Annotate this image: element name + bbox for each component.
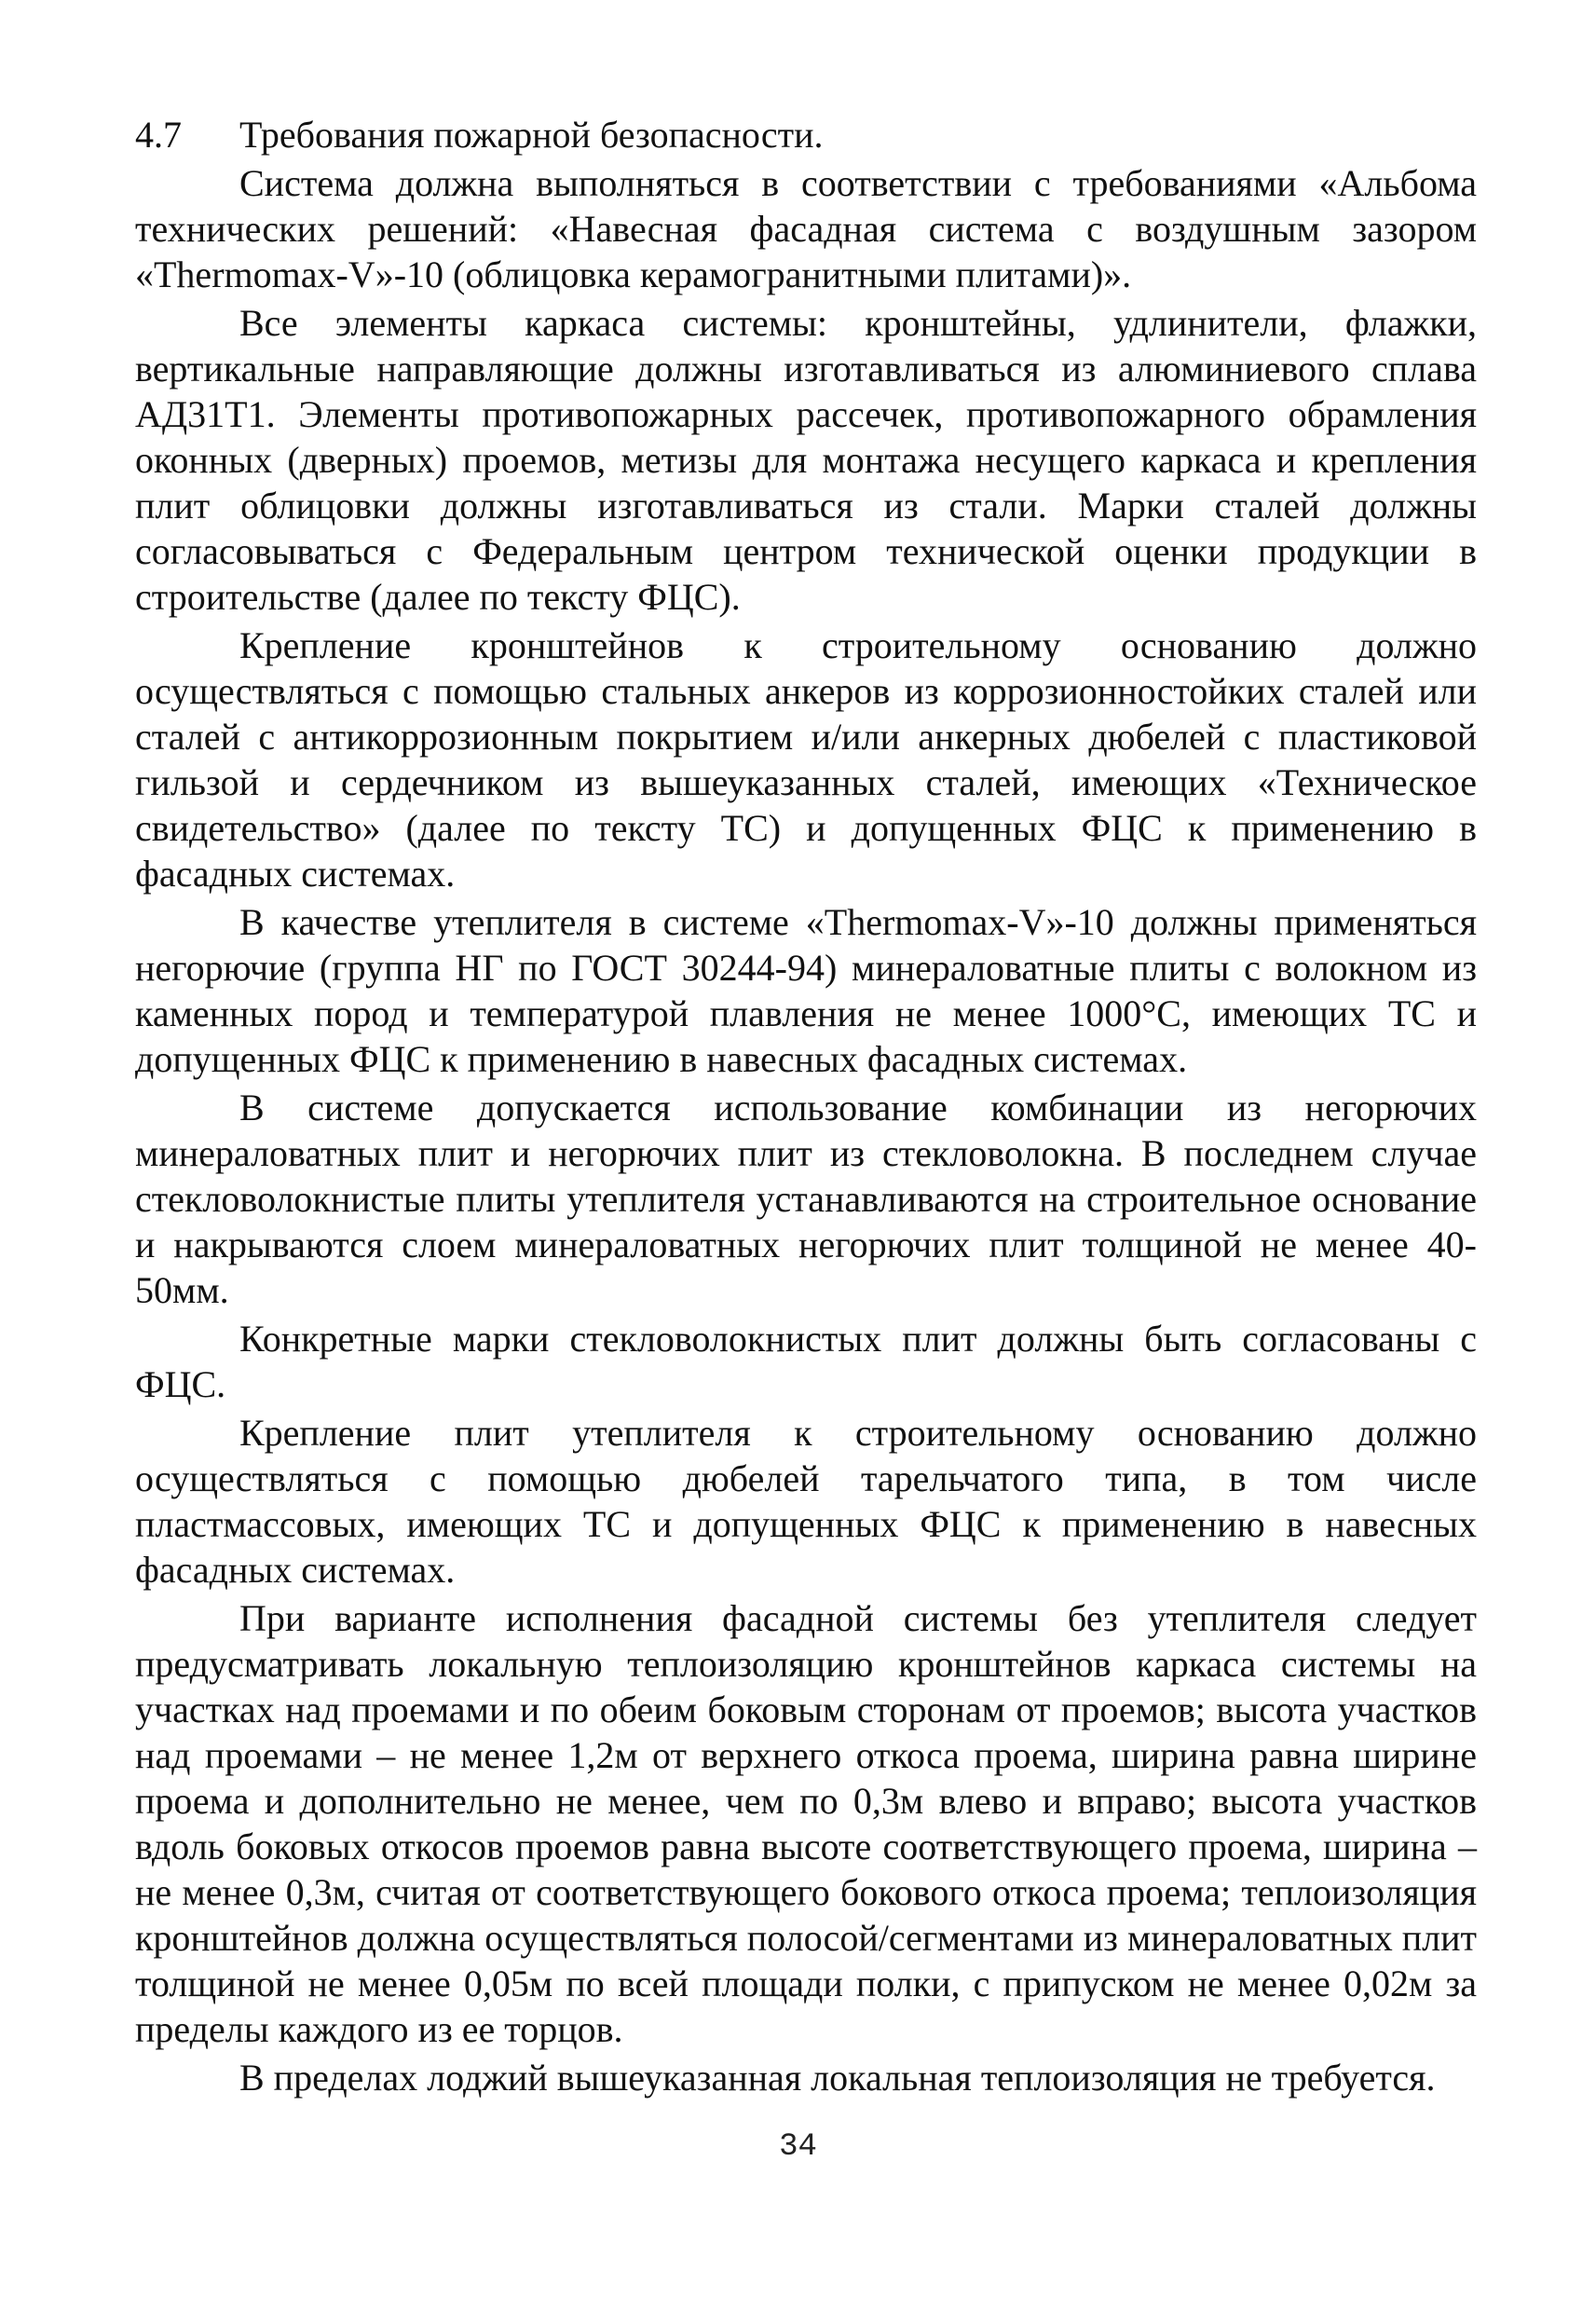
paragraph: В пределах лоджий вышеуказанная локальная теплоизоляция не требуется. xyxy=(239,2057,1436,2099)
section-heading xyxy=(135,112,1477,157)
section-number: 4.7 xyxy=(135,114,182,156)
paragraph: В системе допускается использование комбинации из негорючих минераловатных плит и негорючих плит из стекловолокна. В последнем случае стекловолокнистые плиты утеплителя устанавливаются на строительное основание и накрываются слоем минераловатных негорючих плит толщиной не менее 40-50мм. xyxy=(135,1087,1477,1311)
paragraph: Система должна выполняться в соответствии с требованиями «Альбома технических решений: «Навесная фасадная система с воздушным зазором «Thermomax-V»-10 (облицовка керамогранитными плитами)». xyxy=(135,162,1477,295)
paragraph: Крепление плит утеплителя к строительному основанию должно осуществляться с помощью дюбелей тарельчатого типа, в том числе пластмассовых, имеющих ТС и допущенных ФЦС к применению в навесных фасадных системах. xyxy=(135,1412,1477,1591)
page-number: 34 xyxy=(779,2129,817,2165)
paragraph: Крепление кронштейнов к строительному основанию должно осуществляться с помощью стальных анкеров из коррозионностойких сталей или сталей с антикоррозионным покрытием и/или анкерных дюбелей с пластиковой гильзой и сердечником из вышеуказанных сталей, имеющих «Техническое свидетельство» (далее по тексту ТС) и допущенных ФЦС к применению в фасадных системах. xyxy=(135,624,1477,895)
section-title: Требования пожарной безопасности. xyxy=(239,114,824,156)
page-body xyxy=(135,112,1477,2103)
paragraph: Конкретные марки стекловолокнистых плит должны быть согласованы с ФЦС. xyxy=(135,1318,1477,1405)
paragraph: В качестве утеплителя в системе «Thermomax-V»-10 должны применяться негорючие (группа НГ по ГОСТ 30244-94) минераловатные плиты с волокном из каменных пород и температурой плавления не менее 1000°С, имеющих ТС и допущенных ФЦС к применению в навесных фасадных системах. xyxy=(135,901,1477,1080)
paragraph: При варианте исполнения фасадной системы без утеплителя следует предусматривать локальную теплоизоляцию кронштейнов каркаса системы на участках над проемами и по обеим боковым сторонам от проемов; высота участков над проемами – не менее 1,2м от верхнего откоса проема, ширина равна ширине проема и дополнительно не менее, чем по 0,3м влево и вправо; высота участков вдоль боковых откосов проемов равна высоте соответствующего проема, ширина – не менее 0,3м, считая от соответствующего бокового откоса проема; теплоизоляция кронштейнов должна осуществляться полосой/сегментами из минераловатных плит толщиной не менее 0,05м по всей площади полки, с припуском не менее 0,02м за пределы каждого из ее торцов. xyxy=(135,1597,1477,2050)
paragraph: Все элементы каркаса системы: кронштейны, удлинители, флажки, вертикальные направляющие должны изготавливаться из алюминиевого сплава АД31Т1. Элементы противопожарных рассечек, противопожарного обрамления оконных (дверных) проемов, метизы для монтажа несущего каркаса и крепления плит облицовки должны изготавливаться из стали. Марки сталей должны согласовываться с Федеральным центром технической оценки продукции в строительстве (далее по тексту ФЦС). xyxy=(135,302,1477,618)
